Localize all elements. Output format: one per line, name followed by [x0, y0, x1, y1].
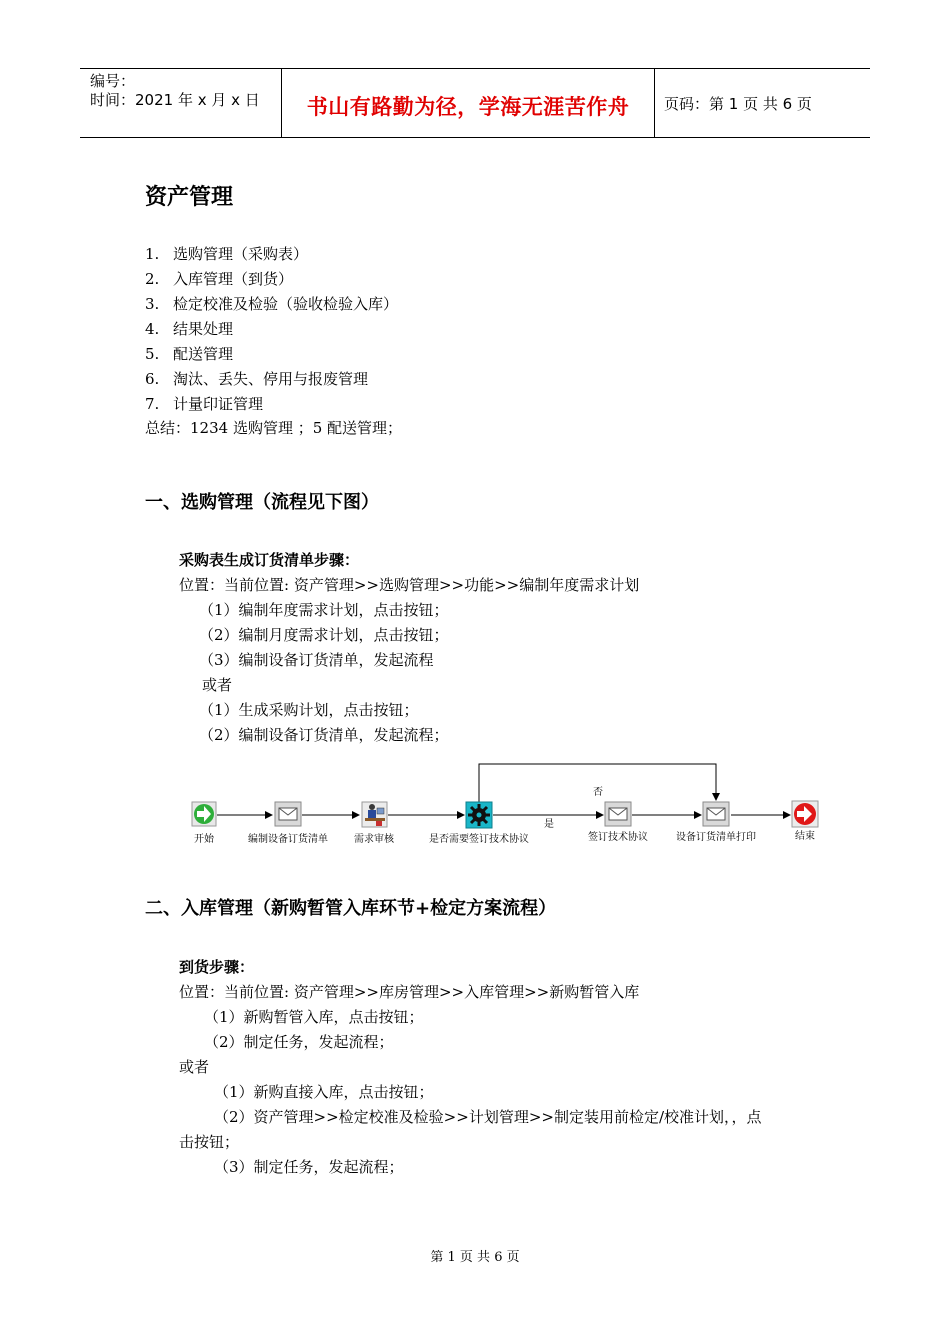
flow-node-decision	[466, 802, 492, 828]
page-header	[80, 68, 870, 138]
flow-node-print-order	[703, 802, 729, 826]
list-item-text: 入库管理（到货）	[173, 270, 294, 288]
step-item: （1）编制年度需求计划，点击按钮；	[199, 601, 449, 619]
list-item-text: 结果处理	[173, 320, 234, 338]
gear-icon	[468, 804, 490, 826]
header-number: 编号：	[90, 72, 136, 90]
section-subheading-2: 到货步骤：	[179, 958, 255, 976]
section-heading-2: 二、入库管理（新购暂管入库环节+检定方案流程）	[145, 898, 557, 919]
list-item-text: 选购管理（采购表）	[173, 245, 309, 263]
list-item-text: 配送管理	[173, 345, 234, 363]
step-item: （1）新购直接入库，点击按钮；	[214, 1083, 434, 1101]
list-item-number: 7.	[145, 395, 160, 413]
flow-node-label: 设备订货清单打印	[676, 832, 756, 843]
page-footer: 第 1 页 共 6 页	[430, 1250, 520, 1265]
flow-node-label: 开始	[194, 834, 214, 845]
list-item	[145, 342, 398, 367]
list-item	[145, 242, 398, 267]
flow-yes-label: 是	[544, 819, 554, 830]
list-item-number: 6.	[145, 370, 160, 388]
flow-node-demand-review	[362, 802, 387, 827]
flow-node-label: 是否需要签订技术协议	[429, 834, 529, 845]
step-item: （3）制定任务，发起流程；	[214, 1158, 404, 1176]
step-item: （1）新购暂管入库，点击按钮；	[204, 1008, 424, 1026]
list-item-text: 检定校准及检验（验收检验入库）	[173, 295, 399, 313]
list-item-text: 计量印证管理	[173, 395, 264, 413]
list-item	[145, 267, 398, 292]
location-path: 位置：当前位置: 资产管理>>选购管理>>功能>>编制年度需求计划	[179, 576, 640, 594]
step-item: （2）编制设备订货清单，发起流程；	[199, 726, 449, 744]
or-text: 或者	[202, 676, 233, 694]
header-page-number: 页码：第 1 页 共 6 页	[664, 95, 812, 113]
step-item: （2）资产管理>>检定校准及检验>>计划管理>>制定装用前检定/校准计划，，点	[214, 1108, 762, 1126]
envelope-icon	[609, 808, 627, 820]
list-item	[145, 367, 398, 392]
section-subheading-1: 采购表生成订货清单步骤：	[179, 551, 360, 569]
topic-list	[145, 242, 398, 417]
header-motto: 书山有路勤为径，学海无涯苦作舟	[306, 95, 630, 119]
flow-node-label: 编制设备订货清单	[248, 834, 328, 845]
step-item-continued: 击按钮；	[179, 1133, 240, 1151]
list-item	[145, 292, 398, 317]
envelope-icon	[707, 808, 725, 820]
step-item: （3）编制设备订货清单，发起流程	[199, 651, 434, 669]
list-item-number: 3.	[145, 295, 160, 313]
list-item-text: 淘汰、丢失、停用与报废管理	[173, 370, 369, 388]
step-item: （2）制定任务，发起流程；	[204, 1033, 394, 1051]
flow-node-end	[792, 801, 818, 827]
list-item	[145, 317, 398, 342]
list-item-number: 2.	[145, 270, 160, 288]
flow-node-start	[192, 802, 216, 826]
section-heading-1: 一、选购管理（流程见下图）	[145, 492, 379, 513]
list-item-number: 4.	[145, 320, 160, 338]
document-title: 资产管理	[145, 185, 234, 210]
envelope-icon	[279, 808, 297, 820]
flow-node-compile-order	[275, 802, 301, 826]
list-item-number: 5.	[145, 345, 160, 363]
step-item: （1）生成采购计划，点击按钮；	[199, 701, 419, 719]
list-item-number: 1.	[145, 245, 160, 263]
process-flow-diagram	[180, 755, 840, 859]
header-meta	[90, 72, 260, 110]
flow-no-label: 否	[593, 787, 603, 798]
summary-text: 总结：1234 选购管理 ；5 配送管理；	[145, 419, 403, 437]
header-time: 时间：2021 年 x 月 x 日	[90, 91, 260, 109]
flow-node-sign-agreement	[605, 802, 631, 826]
flow-node-label: 签订技术协议	[588, 832, 648, 843]
location-path: 位置：当前位置: 资产管理>>库房管理>>入库管理>>新购暂管入库	[179, 983, 640, 1001]
flow-node-label: 结束	[795, 831, 815, 842]
flow-node-label: 需求审核	[354, 834, 394, 845]
header-divider	[654, 69, 655, 137]
list-item	[145, 392, 398, 417]
step-item: （2）编制月度需求计划，点击按钮；	[199, 626, 449, 644]
or-text: 或者	[179, 1058, 210, 1076]
